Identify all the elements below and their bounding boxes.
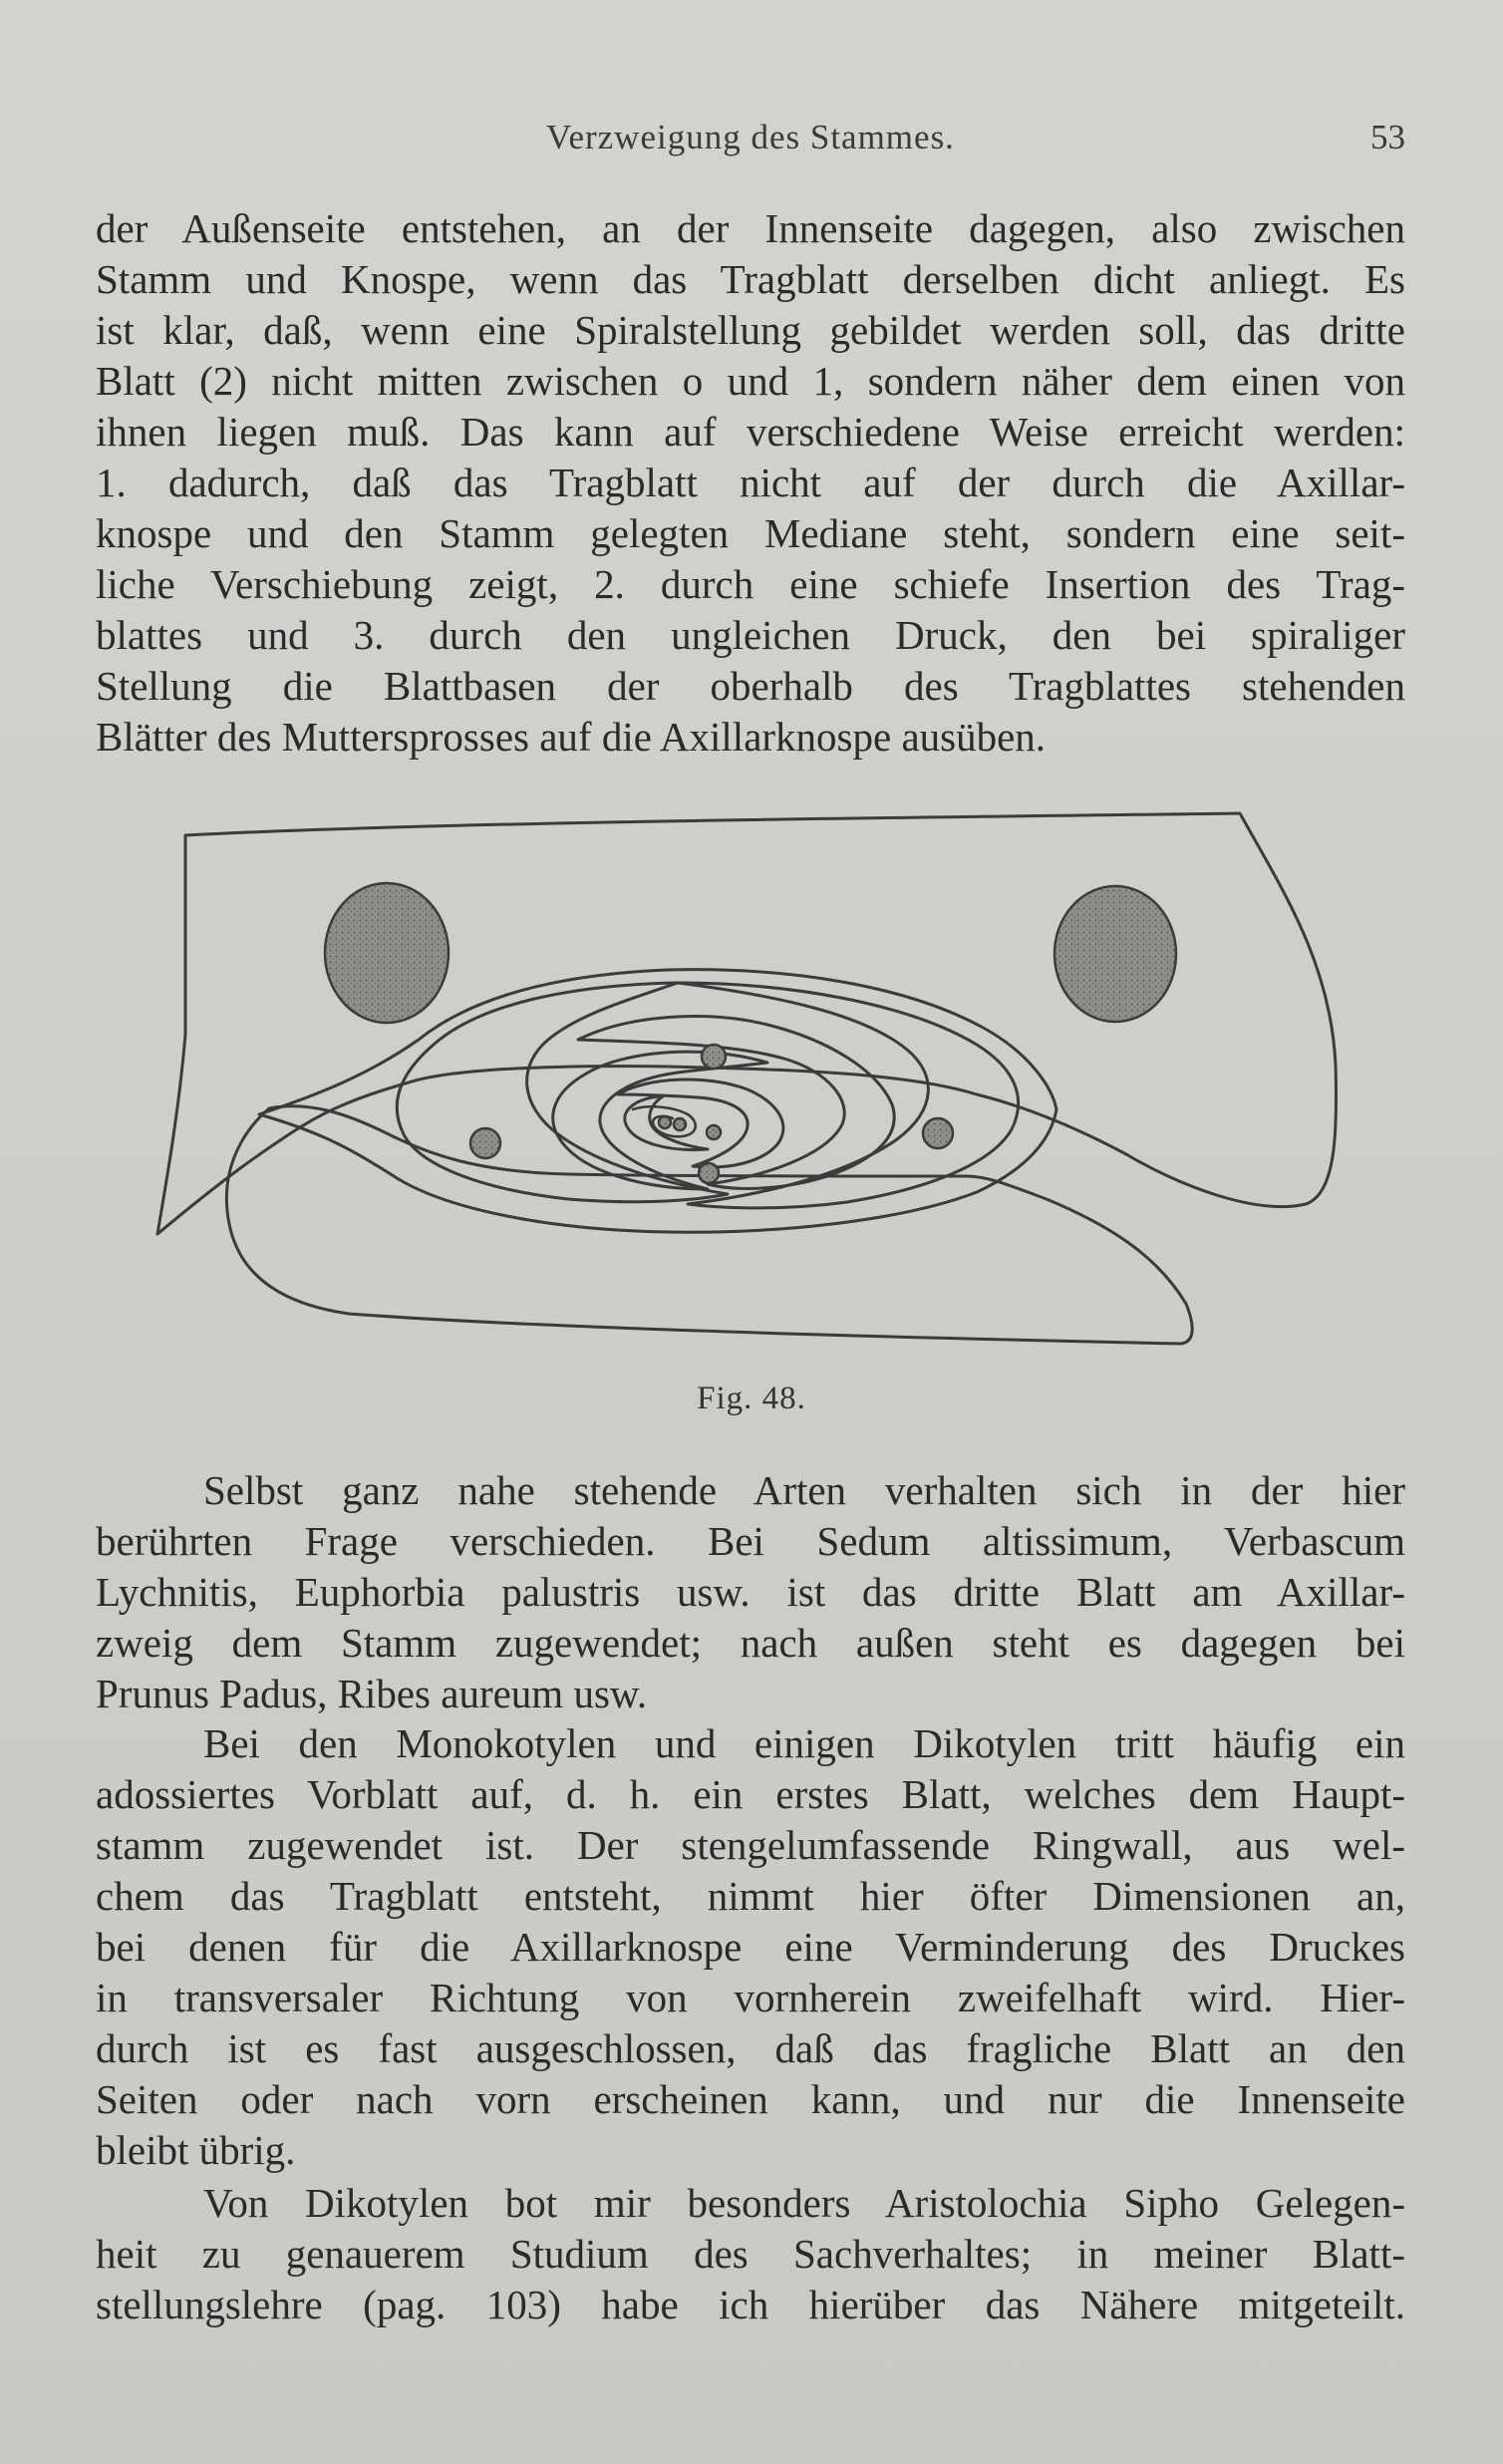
text-line: ist klar, daß, wenn eine Spiralstellung gebildet werden soll, das dritte [96, 307, 1405, 353]
text-line: Stellung die Blattbasen der oberhalb des Tragblattes stehenden [96, 663, 1405, 709]
primordium-bottom [699, 1163, 719, 1183]
text-line: in transversaler Richtung von vornherein zweifelhaft wird. Hier- [96, 1975, 1405, 2020]
text-line: heit zu genauerem Studium des Sachverhaltes; in meiner Blatt- [96, 2231, 1405, 2277]
paragraph-1 [96, 203, 1405, 763]
figure-48 [150, 805, 1346, 1372]
text-line: ihnen liegen muß. Das kann auf verschiedene Weise erreicht werden: [96, 409, 1405, 455]
running-head [96, 118, 1405, 167]
paragraph-2 [96, 1465, 1405, 1719]
apex-dot-3 [707, 1125, 721, 1139]
text-line: Seiten oder nach vorn erscheinen kann, und nur die Innenseite [96, 2076, 1405, 2122]
bract-outline [226, 1106, 1192, 1344]
stem-outline [157, 813, 1337, 1234]
text-line: adossiertes Vorblatt auf, d. h. ein erstes Blatt, welches dem Haupt- [96, 1771, 1405, 1817]
running-title: Verzweigung des Stammes. [546, 118, 955, 156]
text-line: knospe und den Stamm gelegten Mediane steht, sondern eine seit- [96, 510, 1405, 556]
text-line: Stamm und Knospe, wenn das Tragblatt derselben dicht anliegt. Es [96, 256, 1405, 302]
apex-dot-1 [659, 1116, 671, 1128]
primordium-left [470, 1128, 500, 1158]
text-line: Blätter des Muttersprosses auf die Axillarknospe ausüben. [96, 714, 1047, 760]
text-line: bleibt übrig. [96, 2127, 296, 2173]
figure-48-diagram [150, 805, 1346, 1372]
text-line: blattes und 3. durch den ungleichen Druck, den bei spiraliger [96, 612, 1405, 658]
text-line: chem das Tragblatt entsteht, nimmt hier öfter Dimensionen an, [96, 1873, 1405, 1919]
text-line: zweig dem Stamm zugewendet; nach außen steht es dagegen bei [96, 1620, 1405, 1666]
leaf-5 [618, 1079, 783, 1167]
page-number: 53 [1370, 118, 1405, 156]
primordium-right [923, 1118, 953, 1148]
text-line: 1. dadurch, daß das Tragblatt nicht auf der durch die Axillar- [96, 460, 1405, 505]
text-line: der Außenseite entstehen, an der Innenseite dagegen, also zwischen [96, 205, 1405, 251]
text-line: bei denen für die Axillarknospe eine Verminderung des Druckes [96, 1924, 1405, 1970]
vascular-bundle-right [1054, 886, 1176, 1022]
primordium-top [702, 1045, 726, 1069]
text-line: Lychnitis, Euphorbia palustris usw. ist das dritte Blatt am Axillar- [96, 1569, 1405, 1615]
text-line: Bei den Monokotylen und einigen Dikotylen tritt häufig ein [203, 1720, 1405, 1766]
text-line: durch ist es fast ausgeschlossen, daß das fragliche Blatt an den [96, 2025, 1405, 2071]
vascular-bundle-left [325, 883, 449, 1023]
text-line: stamm zugewendet ist. Der stengelumfassende Ringwall, aus wel- [96, 1822, 1405, 1868]
leaf-3 [578, 1017, 894, 1189]
text-line: Blatt (2) nicht mitten zwischen o und 1, sondern näher dem einen von [96, 358, 1405, 404]
text-line: berührten Frage verschieden. Bei Sedum altissimum, Verbascum [96, 1518, 1405, 1564]
text-line: Selbst ganz nahe stehende Arten verhalten sich in der hier [203, 1467, 1405, 1513]
text-line: Prunus Padus, Ribes aureum usw. [96, 1671, 648, 1716]
paragraph-4 [96, 2178, 1405, 2330]
figure-caption: Fig. 48. [697, 1381, 806, 1416]
apex-dot-2 [674, 1118, 686, 1130]
text-line: stellungslehre (pag. 103) habe ich hierüber das Nähere mitgeteilt. [96, 2282, 1405, 2327]
text-line: Von Dikotylen bot mir besonders Aristolochia Sipho Gelegen- [203, 2180, 1405, 2226]
text-line: liche Verschiebung zeigt, 2. durch eine schiefe Insertion des Trag- [96, 561, 1405, 607]
paragraph-3 [96, 1718, 1405, 2176]
